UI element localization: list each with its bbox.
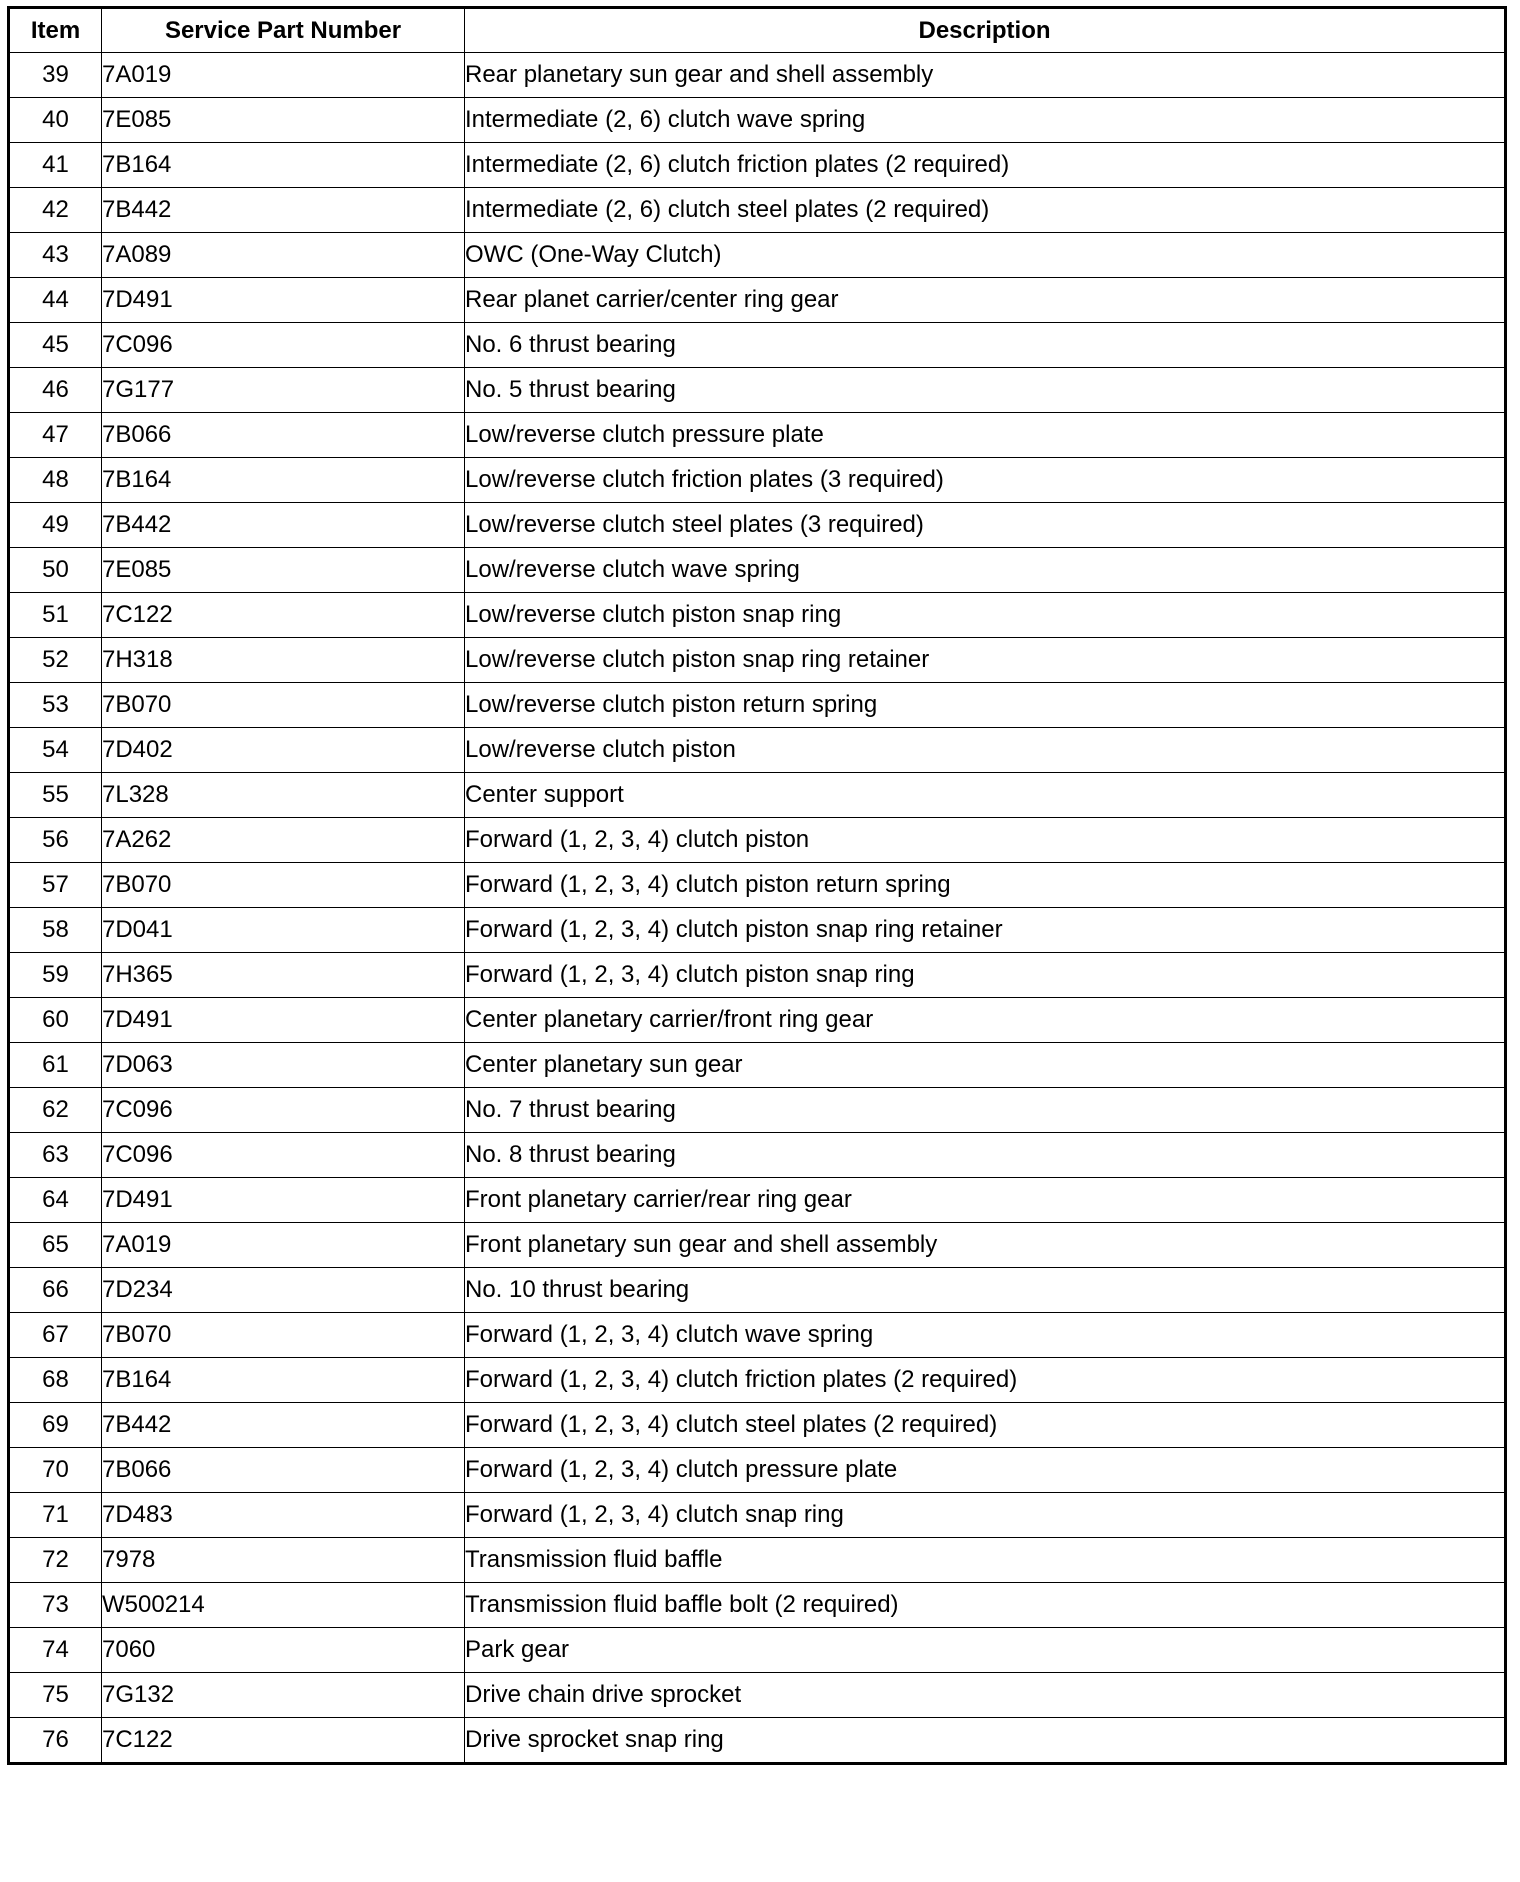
column-header-item: Item [9,8,102,53]
table-row [9,998,1506,1043]
item-cell: 55 [9,773,102,818]
table-header [9,8,1506,53]
part-number-cell: 7B442 [102,503,465,548]
description-cell: Drive sprocket snap ring [465,1718,1506,1764]
description-cell: Forward (1, 2, 3, 4) clutch wave spring [465,1313,1506,1358]
table-row [9,953,1506,998]
item-cell: 48 [9,458,102,503]
table-row [9,1448,1506,1493]
table-row [9,1538,1506,1583]
item-cell: 40 [9,98,102,143]
table-row [9,278,1506,323]
item-cell: 60 [9,998,102,1043]
part-number-cell: 7A262 [102,818,465,863]
description-cell: Forward (1, 2, 3, 4) clutch piston snap ring [465,953,1506,998]
table-row [9,413,1506,458]
part-number-cell: 7B442 [102,1403,465,1448]
part-number-cell: 7D491 [102,278,465,323]
part-number-cell: 7D063 [102,1043,465,1088]
item-cell: 69 [9,1403,102,1448]
part-number-cell: W500214 [102,1583,465,1628]
description-cell: Forward (1, 2, 3, 4) clutch piston return spring [465,863,1506,908]
part-number-cell: 7D402 [102,728,465,773]
part-number-cell: 7H318 [102,638,465,683]
description-cell: No. 10 thrust bearing [465,1268,1506,1313]
description-cell: Low/reverse clutch wave spring [465,548,1506,593]
description-cell: Forward (1, 2, 3, 4) clutch friction plates (2 required) [465,1358,1506,1403]
description-cell: Center planetary carrier/front ring gear [465,998,1506,1043]
table-row [9,1223,1506,1268]
table-row [9,908,1506,953]
description-cell: Intermediate (2, 6) clutch steel plates (2 required) [465,188,1506,233]
part-number-cell: 7C096 [102,1088,465,1133]
description-cell: Forward (1, 2, 3, 4) clutch piston [465,818,1506,863]
item-cell: 65 [9,1223,102,1268]
item-cell: 53 [9,683,102,728]
description-cell: Forward (1, 2, 3, 4) clutch pressure plate [465,1448,1506,1493]
description-cell: No. 7 thrust bearing [465,1088,1506,1133]
table-row [9,1583,1506,1628]
table-row [9,1268,1506,1313]
table-row [9,818,1506,863]
description-cell: Front planetary sun gear and shell assembly [465,1223,1506,1268]
table-body [9,53,1506,1764]
part-number-cell: 7B070 [102,863,465,908]
table-row [9,458,1506,503]
part-number-cell: 7B066 [102,413,465,458]
item-cell: 62 [9,1088,102,1133]
part-number-cell: 7E085 [102,548,465,593]
item-cell: 72 [9,1538,102,1583]
part-number-cell: 7060 [102,1628,465,1673]
item-cell: 67 [9,1313,102,1358]
item-cell: 73 [9,1583,102,1628]
column-header-description: Description [465,8,1506,53]
table-row [9,1718,1506,1764]
part-number-cell: 7H365 [102,953,465,998]
table-row [9,638,1506,683]
description-cell: Drive chain drive sprocket [465,1673,1506,1718]
item-cell: 74 [9,1628,102,1673]
description-cell: Transmission fluid baffle [465,1538,1506,1583]
table-row [9,1358,1506,1403]
part-number-cell: 7E085 [102,98,465,143]
item-cell: 43 [9,233,102,278]
part-number-cell: 7A019 [102,53,465,98]
part-number-cell: 7C122 [102,1718,465,1764]
table-row [9,863,1506,908]
table-row [9,1628,1506,1673]
description-cell: No. 6 thrust bearing [465,323,1506,368]
table-row [9,98,1506,143]
item-cell: 45 [9,323,102,368]
item-cell: 47 [9,413,102,458]
item-cell: 63 [9,1133,102,1178]
item-cell: 57 [9,863,102,908]
table-row [9,683,1506,728]
item-cell: 42 [9,188,102,233]
item-cell: 51 [9,593,102,638]
description-cell: Low/reverse clutch piston snap ring [465,593,1506,638]
description-cell: OWC (One-Way Clutch) [465,233,1506,278]
item-cell: 50 [9,548,102,593]
part-number-cell: 7D483 [102,1493,465,1538]
description-cell: Rear planetary sun gear and shell assembly [465,53,1506,98]
parts-table [7,6,1507,1765]
item-cell: 56 [9,818,102,863]
item-cell: 76 [9,1718,102,1764]
part-number-cell: 7D491 [102,1178,465,1223]
description-cell: Center support [465,773,1506,818]
part-number-cell: 7D491 [102,998,465,1043]
description-cell: Low/reverse clutch piston return spring [465,683,1506,728]
table-row [9,323,1506,368]
item-cell: 39 [9,53,102,98]
table-row [9,53,1506,98]
part-number-cell: 7978 [102,1538,465,1583]
part-number-cell: 7G177 [102,368,465,413]
part-number-cell: 7B164 [102,458,465,503]
part-number-cell: 7C122 [102,593,465,638]
description-cell: Forward (1, 2, 3, 4) clutch steel plates (2 required) [465,1403,1506,1448]
table-row [9,233,1506,278]
item-cell: 75 [9,1673,102,1718]
item-cell: 49 [9,503,102,548]
part-number-cell: 7B442 [102,188,465,233]
part-number-cell: 7L328 [102,773,465,818]
table-row [9,1403,1506,1448]
item-cell: 59 [9,953,102,998]
part-number-cell: 7D041 [102,908,465,953]
part-number-cell: 7B070 [102,1313,465,1358]
table-row [9,1088,1506,1133]
description-cell: Intermediate (2, 6) clutch wave spring [465,98,1506,143]
description-cell: No. 8 thrust bearing [465,1133,1506,1178]
part-number-cell: 7B070 [102,683,465,728]
description-cell: Center planetary sun gear [465,1043,1506,1088]
part-number-cell: 7B164 [102,143,465,188]
item-cell: 58 [9,908,102,953]
table-row [9,548,1506,593]
table-row [9,1313,1506,1358]
table-row [9,1178,1506,1223]
table-row [9,503,1506,548]
part-number-cell: 7A089 [102,233,465,278]
description-cell: Low/reverse clutch steel plates (3 required) [465,503,1506,548]
item-cell: 61 [9,1043,102,1088]
item-cell: 71 [9,1493,102,1538]
part-number-cell: 7D234 [102,1268,465,1313]
description-cell: Front planetary carrier/rear ring gear [465,1178,1506,1223]
part-number-cell: 7A019 [102,1223,465,1268]
table-row [9,368,1506,413]
description-cell: Low/reverse clutch piston [465,728,1506,773]
item-cell: 64 [9,1178,102,1223]
column-header-part-number: Service Part Number [102,8,465,53]
description-cell: Low/reverse clutch pressure plate [465,413,1506,458]
table-row [9,188,1506,233]
item-cell: 46 [9,368,102,413]
description-cell: Park gear [465,1628,1506,1673]
item-cell: 54 [9,728,102,773]
description-cell: Forward (1, 2, 3, 4) clutch piston snap ring retainer [465,908,1506,953]
item-cell: 44 [9,278,102,323]
item-cell: 41 [9,143,102,188]
table-row [9,1493,1506,1538]
table-row [9,1673,1506,1718]
table-row [9,1133,1506,1178]
part-number-cell: 7C096 [102,323,465,368]
item-cell: 52 [9,638,102,683]
table-row [9,593,1506,638]
part-number-cell: 7G132 [102,1673,465,1718]
table-row [9,1043,1506,1088]
description-cell: Transmission fluid baffle bolt (2 required) [465,1583,1506,1628]
description-cell: Forward (1, 2, 3, 4) clutch snap ring [465,1493,1506,1538]
table-row [9,143,1506,188]
table-row [9,773,1506,818]
description-cell: Rear planet carrier/center ring gear [465,278,1506,323]
description-cell: Low/reverse clutch friction plates (3 required) [465,458,1506,503]
table-row [9,728,1506,773]
part-number-cell: 7B066 [102,1448,465,1493]
part-number-cell: 7B164 [102,1358,465,1403]
description-cell: Intermediate (2, 6) clutch friction plates (2 required) [465,143,1506,188]
part-number-cell: 7C096 [102,1133,465,1178]
description-cell: Low/reverse clutch piston snap ring retainer [465,638,1506,683]
item-cell: 68 [9,1358,102,1403]
header-row [9,8,1506,53]
description-cell: No. 5 thrust bearing [465,368,1506,413]
item-cell: 70 [9,1448,102,1493]
item-cell: 66 [9,1268,102,1313]
